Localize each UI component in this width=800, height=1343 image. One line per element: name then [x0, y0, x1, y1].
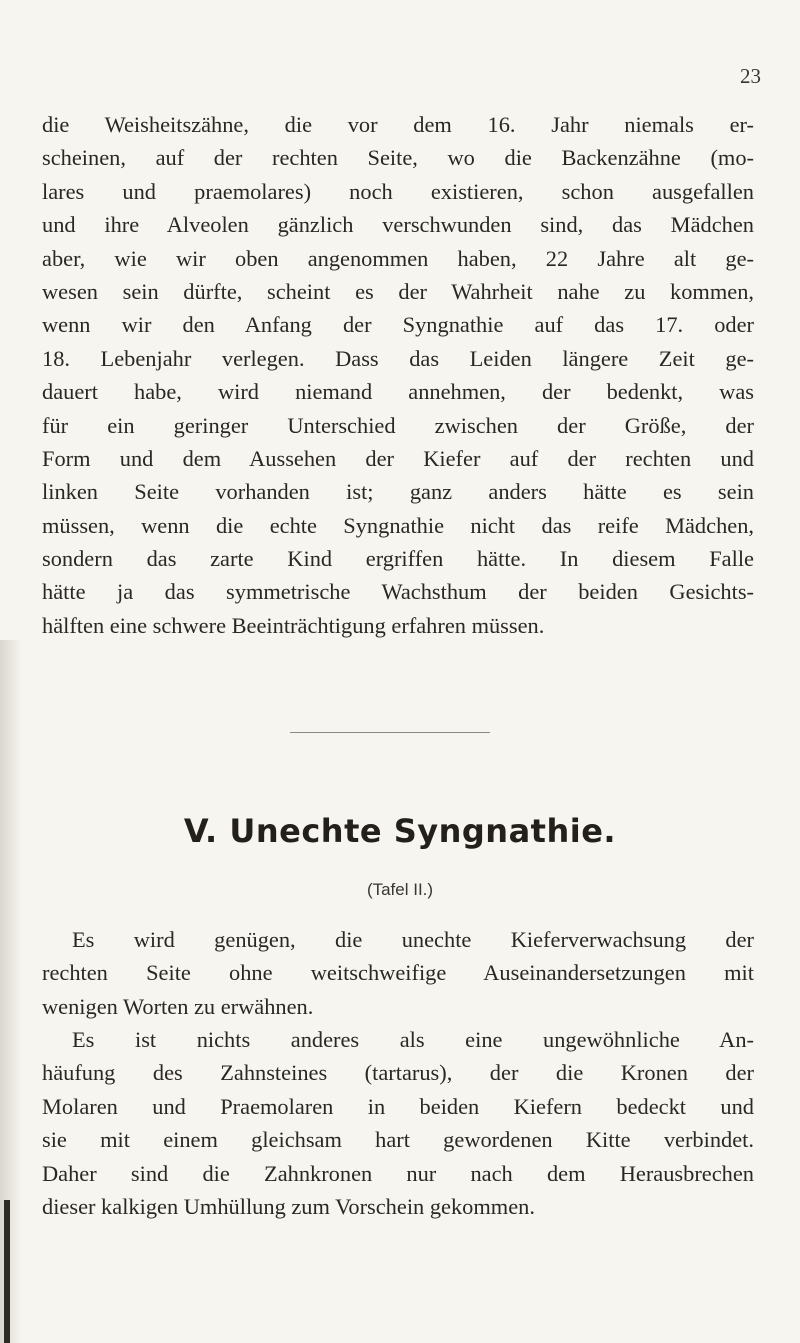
- text-line: Molaren und Praemolaren in beiden Kiefern bedeckt und: [42, 1093, 754, 1119]
- section-heading: V. Unechte Syngnathie.: [183, 812, 617, 850]
- text-line: hätte ja das symmetrische Wachsthum der beiden Gesichts-: [42, 579, 754, 605]
- paragraph-tartarus: [42, 1023, 754, 1223]
- text-line: hälften eine schwere Beeinträchtigung erfahren müssen.: [42, 612, 545, 638]
- text-line: linken Seite vorhanden ist; ganz anders hätte es sein: [42, 479, 754, 505]
- text-line: häufung des Zahnsteines (tartarus), der die Kronen der: [42, 1060, 754, 1086]
- text-line: für ein geringer Unterschied zwischen der Größe, der: [42, 412, 754, 438]
- section-divider: [290, 732, 490, 733]
- text-line: rechten Seite ohne weitschweifige Auseinandersetzungen mit: [42, 960, 754, 986]
- text-line: müssen, wenn die echte Syngnathie nicht das reife Mädchen,: [42, 512, 754, 538]
- text-line: dauert habe, wird niemand annehmen, der bedenkt, was: [42, 379, 754, 405]
- page-edge-shadow: [0, 640, 22, 1343]
- text-line: wenigen Worten zu erwähnen.: [42, 993, 314, 1019]
- text-line: Daher sind die Zahnkronen nur nach dem Herausbrechen: [42, 1160, 754, 1186]
- text-line: Form und dem Aussehen der Kiefer auf der rechten und: [42, 445, 754, 471]
- text-line: die Weisheitszähne, die vor dem 16. Jahr niemals er-: [42, 112, 754, 137]
- text-line: 18. Lebenjahr verlegen. Dass das Leiden längere Zeit ge-: [42, 345, 754, 371]
- page-number: 23: [740, 64, 761, 88]
- text-line: aber, wie wir oben angenommen haben, 22 Jahre alt ge-: [42, 245, 754, 271]
- text-line: scheinen, auf der rechten Seite, wo die Backenzähne (mo-: [42, 145, 754, 171]
- text-line: wesen sein dürfte, scheint es der Wahrheit nahe zu kommen,: [42, 278, 754, 304]
- text-line: Es ist nichts anderes als eine ungewöhnliche An-: [72, 1027, 754, 1052]
- text-line: sondern das zarte Kind ergriffen hätte. In diesem Falle: [42, 546, 754, 572]
- text-line: Es wird genügen, die unechte Kieferverwachsung der: [72, 927, 754, 952]
- text-line: und ihre Alveolen gänzlich verschwunden sind, das Mädchen: [42, 212, 754, 238]
- text-line: dieser kalkigen Umhüllung zum Vorschein gekommen.: [42, 1193, 535, 1219]
- text-line: lares und praemolares) noch existieren, schon ausgefallen: [42, 178, 754, 204]
- text-line: sie mit einem gleichsam hart gewordenen Kitte verbindet.: [42, 1127, 754, 1153]
- plate-reference: (Tafel II.): [366, 880, 434, 899]
- paragraph-intro: [42, 923, 754, 1023]
- text-line: wenn wir den Anfang der Syngnathie auf das 17. oder: [42, 312, 754, 338]
- paragraph-syngnathie-onset: [42, 108, 754, 642]
